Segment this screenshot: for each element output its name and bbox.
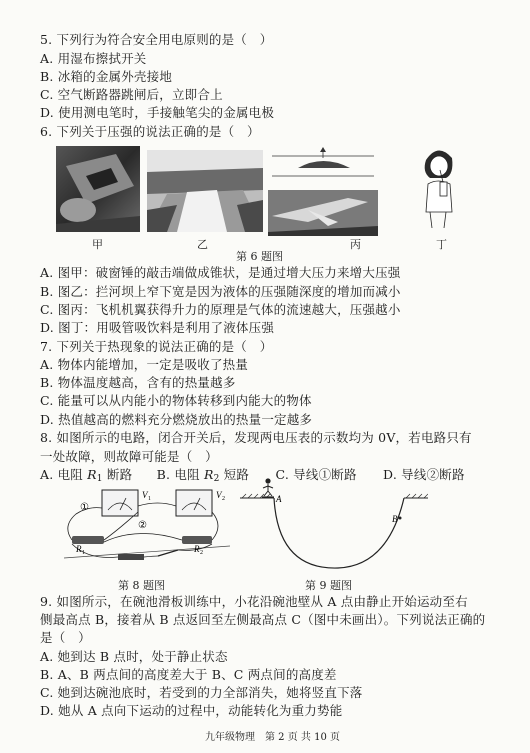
q7-option-a: A. 物体内能增加，一定是吸收了热量 — [40, 357, 249, 372]
q9-option-b: B. A、B 两点间的高度差大于 B、C 两点间的高度差 — [40, 667, 337, 682]
figure-6-caption: 第 6 题图 — [236, 250, 283, 263]
bowl-point-a-label: A — [276, 494, 282, 504]
q8-option-a: A. 电阻 $R_1$ 断路 — [40, 467, 133, 484]
q5-option-a: A. 用湿布擦拭开关 — [40, 51, 147, 66]
q6-option-b: B. 图乙：拦河坝上窄下宽是因为液体的压强随深度的增加而减小 — [40, 284, 401, 299]
q8-option-c: C. 导线①断路 — [275, 467, 357, 482]
circuit-r1-label: R — [76, 544, 82, 554]
q6-stem: 6. 下列关于压强的说法正确的是（ ） — [40, 124, 260, 139]
q5-option-c: C. 空气断路器跳闸后，立即合上 — [40, 87, 223, 102]
circuit-wire1-label: ① — [80, 502, 89, 513]
circuit-v1-label: V — [142, 490, 148, 500]
figure-6-ding-illustration — [418, 140, 458, 230]
circuit-r2-sub: 2 — [200, 550, 203, 556]
q6-option-d: D. 图丁：用吸管吸饮料是利用了液体压强 — [40, 320, 275, 335]
figure-6-label-yi: 乙 — [197, 238, 208, 251]
figure-9-caption: 第 9 题图 — [305, 579, 352, 592]
figure-6-jia-photo — [56, 146, 140, 232]
q7-option-b: B. 物体温度越高，含有的热量越多 — [40, 375, 236, 390]
q5-option-d: D. 使用测电笔时，手接触笔尖的金属电极 — [40, 105, 275, 120]
q9-stem-line3: 是（ ） — [40, 630, 91, 645]
q7-stem: 7. 下列关于热现象的说法正确的是（ ） — [40, 339, 273, 354]
q8-stem-line1: 8. 如图所示的电路，闭合开关后，发现两电压表的示数均为 0V，若电路只有 — [40, 430, 472, 445]
q8-option-b: B. 电阻 $R_2$ 短路 — [156, 467, 250, 484]
q5-stem: 5. 下列行为符合安全用电原则的是（ ） — [40, 32, 273, 47]
q7-option-c: C. 能量可以从内能小的物体转移到内能大的物体 — [40, 393, 312, 408]
page-footer: 九年级物理 第 2 页 共 10 页 — [205, 732, 340, 743]
q7-option-d: D. 热值越高的燃料充分燃烧放出的热量一定越多 — [40, 412, 313, 427]
q8-option-d: D. 导线②断路 — [383, 467, 465, 482]
circuit-r2-label: R — [194, 544, 200, 554]
q9-option-c: C. 她到达碗池底时，若受到的力全部消失，她将竖直下落 — [40, 685, 363, 700]
q6-option-a: A. 图甲：破窗锤的敲击端做成锥状，是通过增大压力来增大压强 — [40, 265, 401, 280]
circuit-r1-sub: 1 — [82, 550, 85, 556]
figure-8-circuit — [58, 486, 236, 572]
circuit-v1-sub: 1 — [148, 496, 151, 502]
figure-9-bowl — [238, 476, 428, 574]
bowl-point-b-label: B — [392, 514, 398, 524]
q6-option-c: C. 图丙：飞机机翼获得升力的原理是气体的流速越大，压强越小 — [40, 302, 401, 317]
figure-6-yi-photo — [147, 150, 263, 232]
circuit-v2-label: V — [216, 490, 222, 500]
figure-8-caption: 第 8 题图 — [118, 579, 165, 592]
figure-6-label-ding: 丁 — [436, 238, 447, 251]
circuit-wire2-label: ② — [138, 520, 147, 531]
figure-6-label-jia: 甲 — [92, 238, 103, 251]
q9-option-d: D. 她从 A 点向下运动的过程中，动能转化为重力势能 — [40, 703, 343, 718]
q9-option-a: A. 她到达 B 点时，处于静止状态 — [40, 649, 228, 664]
figure-6-label-bing: 丙 — [350, 238, 361, 251]
figure-6-bing-photo — [268, 146, 378, 236]
circuit-v2-sub: 2 — [222, 496, 225, 502]
q9-stem-line2: 侧最高点 B，接着从 B 点返回至左侧最高点 C（图中未画出）。下列说法正确的 — [40, 612, 486, 627]
q9-stem-line1: 9. 如图所示，在碗池滑板训练中，小花沿碗池壁从 A 点由静止开始运动至右 — [40, 594, 468, 609]
q5-option-b: B. 冰箱的金属外壳接地 — [40, 69, 173, 84]
q8-stem-line2: 一处故障，则故障可能是（ ） — [40, 449, 218, 464]
